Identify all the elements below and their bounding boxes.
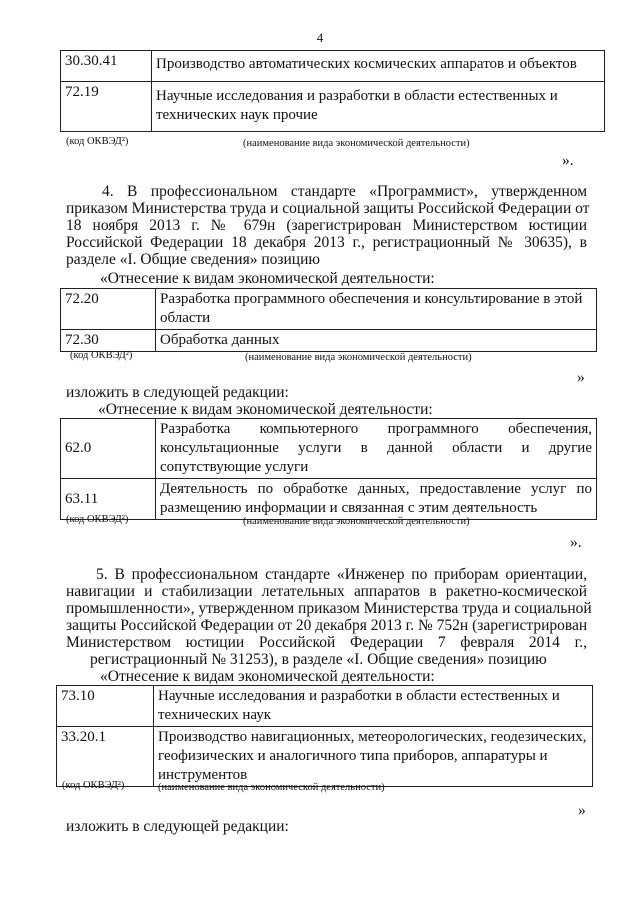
s5-line-2: навигации и стабилизации летательных аппаратов в ракетно-космической xyxy=(66,583,587,600)
okved-name: Разработка компьютерного программного обеспечения, консультационные услуги в данной области и другие сопутствующие услуги xyxy=(156,419,597,479)
okved-name: Деятельность по обработке данных, предоставление услуг по размещению информации и связанная с этим деятельность xyxy=(156,479,597,520)
s5-intro: «Отнесение к видам экономической деятельности: xyxy=(100,668,435,685)
caption-code: (код ОКВЭД²) xyxy=(66,514,129,525)
s4-replace-text: изложить в следующей редакции: xyxy=(66,384,289,401)
table-row xyxy=(57,686,593,727)
okved-name: Производство навигационных, метеорологических, геодезических, геофизических и аналогичного типа приборов, аппаратуры и инструментов xyxy=(154,727,593,787)
caption-name: (наименование вида экономической деятельности) xyxy=(243,516,470,527)
okved-name: Производство автоматических космических аппаратов и объектов xyxy=(152,51,605,82)
caption-name: (наименование вида экономической деятельности) xyxy=(245,352,472,363)
s4-line-5: разделе «I. Общие сведения» позицию xyxy=(66,251,320,268)
table-row xyxy=(61,51,605,82)
okved-table-s4-new xyxy=(60,418,597,520)
okved-name: Разработка программного обеспечения и консультирование в этой области xyxy=(156,289,597,330)
caption-code: (код ОКВЭД²) xyxy=(66,136,129,147)
s4-intro-2: «Отнесение к видам экономической деятельности: xyxy=(98,401,433,418)
okved-table-s4-old xyxy=(60,288,597,352)
okved-name: Научные исследования и разработки в области естественных и технических наук прочие xyxy=(152,82,605,132)
okved-name: Научные исследования и разработки в области естественных и технических наук xyxy=(154,686,593,727)
s5-replace-text: изложить в следующей редакции: xyxy=(66,818,289,835)
s4-line-2: приказом Министерства труда и социальной защиты Российской Федерации от xyxy=(66,200,590,217)
s5-line-1: 5. В профессиональном стандарте «Инженер по приборам ориентации, xyxy=(96,566,587,583)
okved-code: 33.20.1 xyxy=(57,727,154,787)
s5-line-6: регистрационный № 31253), в разделе «I. Общие сведения» позицию xyxy=(90,651,547,668)
page-number: 4 xyxy=(316,30,324,45)
okved-code: 72.19 xyxy=(61,82,152,132)
okved-table-1 xyxy=(60,50,605,132)
s4-intro: «Отнесение к видам экономической деятельности: xyxy=(100,270,435,287)
s4-line-4: Российской Федерации 18 декабря 2013 г., регистрационный № 30635), в xyxy=(66,234,587,251)
okved-code: 73.10 xyxy=(57,686,154,727)
table-row xyxy=(61,419,597,479)
okved-table-s5-old xyxy=(56,685,593,787)
okved-name: Обработка данных xyxy=(156,330,597,352)
okved-code: 72.20 xyxy=(61,289,156,330)
s4-line-1: 4. В профессиональном стандарте «Программист», утвержденном xyxy=(102,183,587,200)
okved-code: 63.11 xyxy=(61,479,156,520)
table-row xyxy=(61,479,597,520)
s5-line-4: защиты Российской Федерации от 20 декабря 2013 г. № 752н (зарегистрирован xyxy=(66,617,588,634)
caption-code: (код ОКВЭД²) xyxy=(70,350,133,361)
table-row xyxy=(61,330,597,352)
caption-name: (наименование вида экономической деятельности) xyxy=(243,138,470,149)
okved-code: 30.30.41 xyxy=(61,51,152,82)
closing-quote: » xyxy=(578,802,586,819)
okved-code: 72.30 xyxy=(61,330,156,352)
table-row xyxy=(57,727,593,787)
caption-name: (наименование вида экономической деятельности) xyxy=(158,782,385,793)
caption-code: (код ОКВЭД²) xyxy=(62,780,125,791)
s4-line-3: 18 ноября 2013 г. № 679н (зарегистрирован Министерством юстиции xyxy=(66,217,587,234)
closing-quote: » xyxy=(577,369,585,386)
table-row xyxy=(61,289,597,330)
s5-line-3: промышленности», утвержденном приказом Министерства труда и социальной xyxy=(66,600,592,617)
closing-quote: ». xyxy=(562,152,574,169)
s5-line-5: Министерством юстиции Российской Федерации 7 февраля 2014 г., xyxy=(66,634,587,651)
okved-code: 62.0 xyxy=(61,419,156,479)
closing-quote: ». xyxy=(570,534,582,551)
table-row xyxy=(61,82,605,132)
